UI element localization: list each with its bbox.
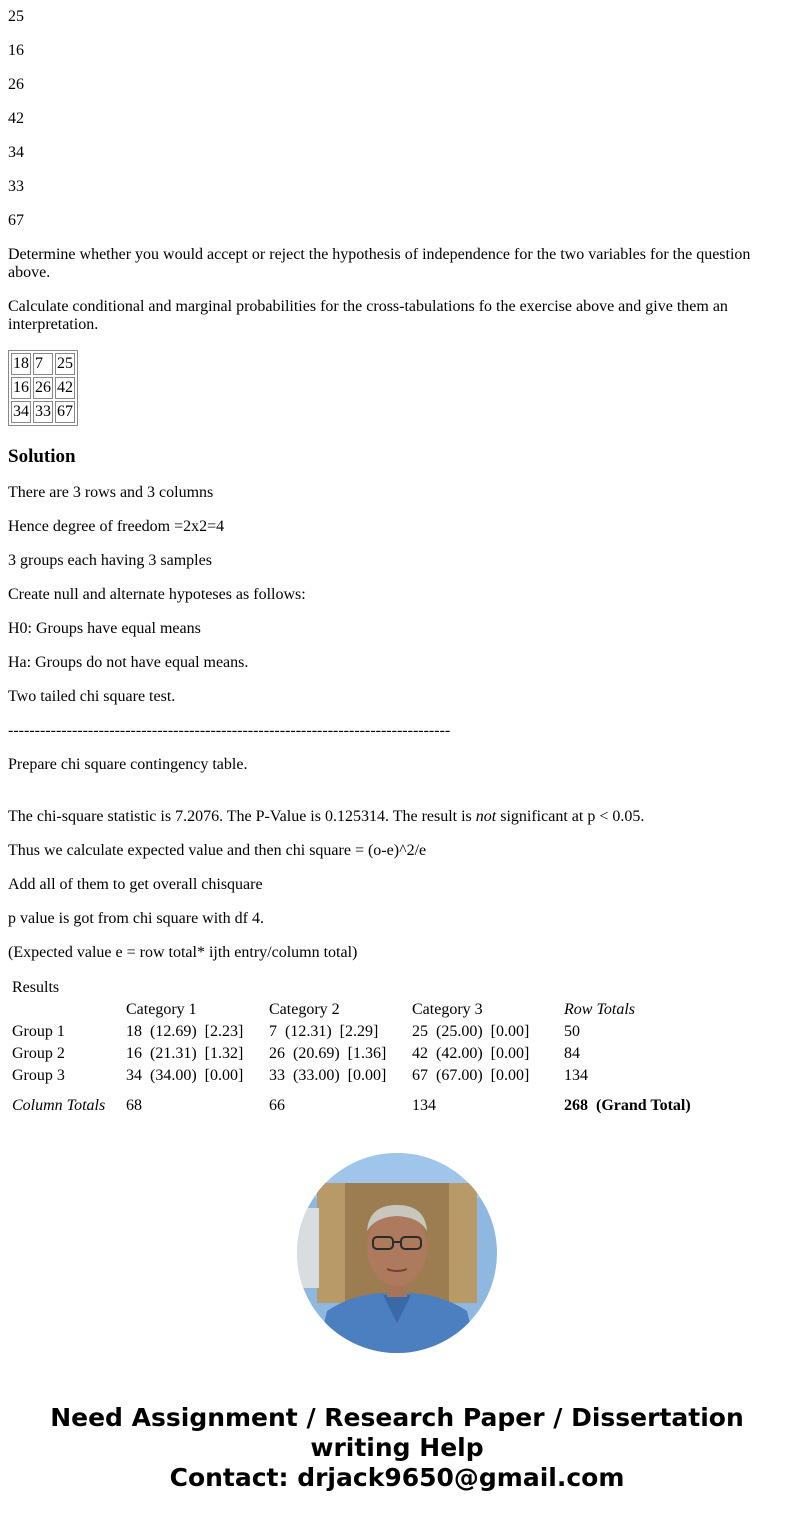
row-label: Group 3 bbox=[12, 1067, 65, 1084]
table-cell: 42 bbox=[55, 377, 75, 399]
table-cell: 134 bbox=[564, 1067, 588, 1084]
table-cell: 42 (42.00) [0.00] bbox=[412, 1045, 530, 1062]
table-cell: 67 (67.00) [0.00] bbox=[412, 1067, 530, 1084]
table-cell: 33 (33.00) [0.00] bbox=[269, 1067, 387, 1084]
number-line: 67 bbox=[8, 212, 24, 229]
table-row bbox=[11, 353, 75, 375]
results-title: Results bbox=[12, 979, 60, 996]
table-cell: 26 (20.69) [1.36] bbox=[269, 1045, 387, 1062]
solution-line: (Expected value e = row total* ijth entry/column total) bbox=[8, 944, 358, 961]
separator-line: ----------------------------------------------------------------------------------- bbox=[8, 722, 451, 739]
column-totals-label: Column Totals bbox=[12, 1097, 106, 1114]
table-cell: 134 bbox=[412, 1097, 436, 1114]
results-title-row bbox=[11, 978, 715, 998]
table-row bbox=[11, 1022, 715, 1042]
table-cell: 18 (12.69) [2.23] bbox=[126, 1023, 244, 1040]
table-row bbox=[11, 377, 75, 399]
solution-line: Prepare chi square contingency table. bbox=[8, 756, 248, 773]
solution-line: 3 groups each having 3 samples bbox=[8, 552, 212, 569]
header-cell: Category 3 bbox=[412, 1001, 483, 1018]
table-cell: 16 bbox=[11, 377, 31, 399]
cta-contact: Contact: drjack9650@gmail.com bbox=[169, 1463, 625, 1492]
results-table bbox=[9, 976, 717, 1118]
chi-square-result bbox=[8, 808, 786, 826]
number-line: 16 bbox=[8, 42, 24, 59]
number-line: 33 bbox=[8, 178, 24, 195]
cta-banner bbox=[0, 1403, 794, 1493]
solution-line: p value is got from chi square with df 4. bbox=[8, 910, 264, 927]
table-cell: 34 bbox=[11, 401, 31, 423]
results-header-row bbox=[11, 1000, 715, 1020]
row-label: Group 2 bbox=[12, 1045, 65, 1062]
table-cell: 67 bbox=[55, 401, 75, 423]
table-cell: 16 (21.31) [1.32] bbox=[126, 1045, 244, 1062]
question-accept-reject: Determine whether you would accept or reject the hypothesis of independence for the two variables for the question above. bbox=[8, 246, 751, 281]
table-cell: 33 bbox=[33, 401, 53, 423]
number-line: 26 bbox=[8, 76, 24, 93]
table-cell: 68 bbox=[126, 1097, 142, 1114]
number-line: 34 bbox=[8, 144, 24, 161]
header-cell: Category 2 bbox=[269, 1001, 340, 1018]
question-conditional: Calculate conditional and marginal probabilities for the cross-tabulations fo the exercise above and give them an interpretation. bbox=[8, 298, 728, 333]
row-totals-header: Row Totals bbox=[564, 1001, 635, 1018]
table-cell: 84 bbox=[564, 1045, 580, 1062]
table-cell: 34 (34.00) [0.00] bbox=[126, 1067, 244, 1084]
cta-line: Need Assignment / Research Paper / Dissertation bbox=[50, 1403, 744, 1432]
table-row bbox=[11, 401, 75, 423]
solution-heading: Solution bbox=[8, 446, 76, 467]
number-line: 25 bbox=[8, 8, 24, 25]
solution-line: Add all of them to get overall chisquare bbox=[8, 876, 263, 893]
table-row bbox=[11, 1044, 715, 1064]
table-cell: 26 bbox=[33, 377, 53, 399]
table-cell: 50 bbox=[564, 1023, 580, 1040]
table-cell: 7 (12.31) [2.29] bbox=[269, 1023, 379, 1040]
avatar-photo bbox=[297, 1153, 497, 1353]
solution-line: There are 3 rows and 3 columns bbox=[8, 484, 214, 501]
table-cell: 25 bbox=[55, 353, 75, 375]
top-numbers bbox=[8, 8, 786, 230]
totals-row bbox=[11, 1088, 715, 1116]
result-text: significant at p < 0.05. bbox=[496, 808, 645, 825]
number-line: 42 bbox=[8, 110, 24, 127]
solution-line: Create null and alternate hypoteses as follows: bbox=[8, 586, 306, 603]
solution-line: Hence degree of freedom =2x2=4 bbox=[8, 518, 225, 535]
solution-line: Two tailed chi square test. bbox=[8, 688, 176, 705]
solution-line: Thus we calculate expected value and then chi square = (o-e)^2/e bbox=[8, 842, 427, 859]
cta-line: writing Help bbox=[310, 1433, 484, 1462]
cross-tab-table bbox=[8, 350, 78, 426]
solution-line: Ha: Groups do not have equal means. bbox=[8, 654, 249, 671]
header-cell: Category 1 bbox=[126, 1001, 197, 1018]
row-label: Group 1 bbox=[12, 1023, 65, 1040]
grand-total: 268 (Grand Total) bbox=[564, 1097, 691, 1114]
table-cell: 25 (25.00) [0.00] bbox=[412, 1023, 530, 1040]
result-text: The chi-square statistic is 7.2076. The P-Value is 0.125314. The result is bbox=[8, 808, 476, 825]
totals-label-cell bbox=[11, 1088, 123, 1116]
document bbox=[8, 0, 786, 1118]
grand-total-cell bbox=[563, 1088, 715, 1116]
header-cell bbox=[11, 1000, 123, 1020]
table-cell: 18 bbox=[11, 353, 31, 375]
table-row bbox=[11, 1066, 715, 1086]
table-cell: 66 bbox=[269, 1097, 285, 1114]
table-cell: 7 bbox=[33, 353, 53, 375]
solution-line: H0: Groups have equal means bbox=[8, 620, 201, 637]
result-emphasis: not bbox=[475, 808, 497, 825]
header-cell bbox=[563, 1000, 715, 1020]
avatar bbox=[297, 1153, 497, 1353]
